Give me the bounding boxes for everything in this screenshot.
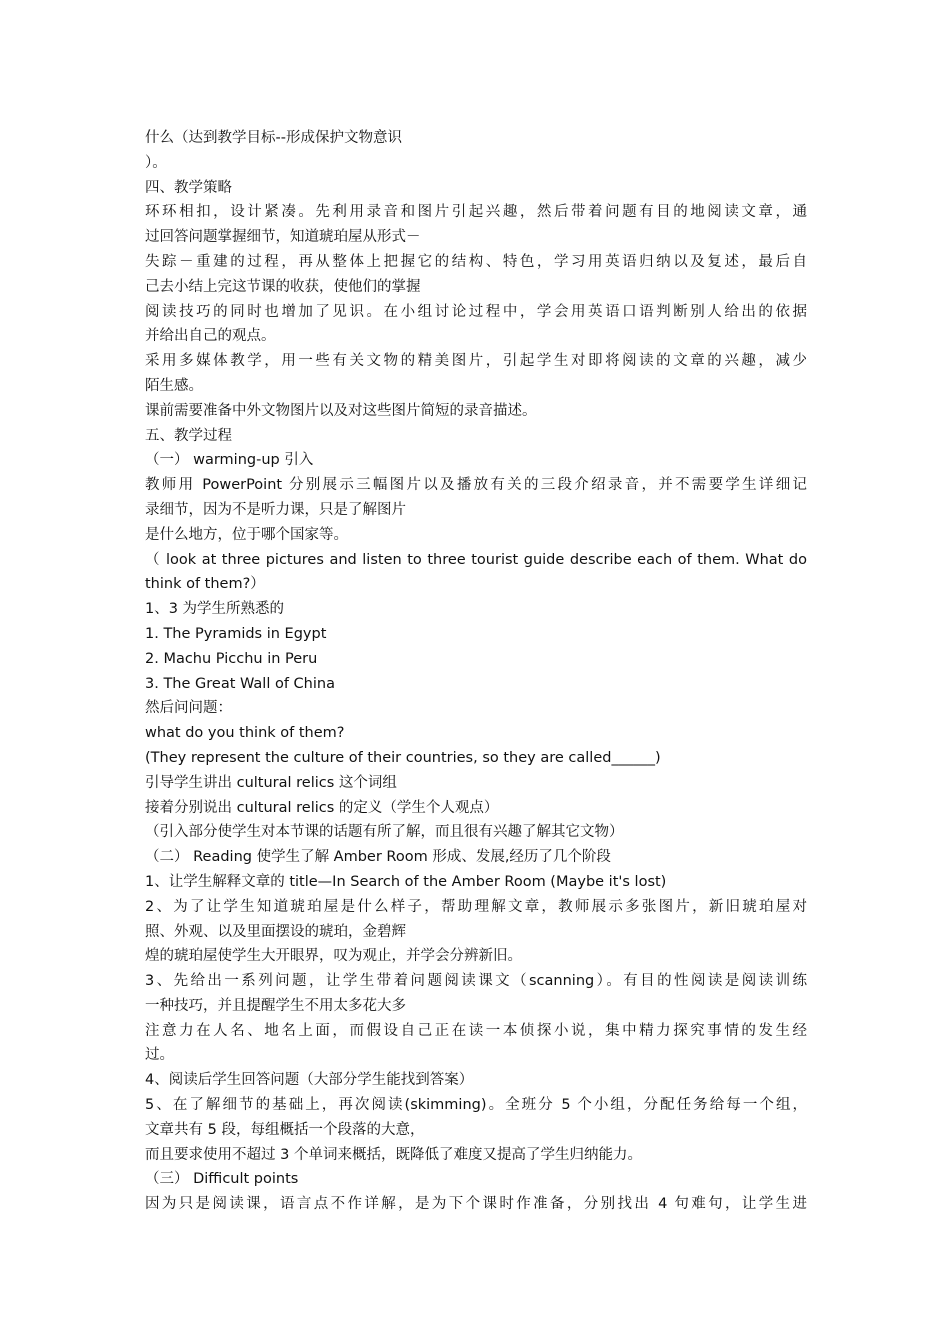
text-line: 过。 [145,1047,174,1064]
text-line: 己去小结上完这节课的收获，使他们的掌握 [145,278,421,295]
document-body [145,126,807,1217]
text-line: 3、先给出一系列问题，让学生带着问题阅读课文（scanning）。有目的性阅读是阅读训练 [145,973,807,990]
text-line: 陌生感。 [145,377,203,394]
text-line: （ look at three pictures and listen to three tourist guide describe each of them. What do [145,551,807,568]
text-line: 1. The Pyramids in Egypt [145,625,327,642]
text-line: 采用多媒体教学，用一些有关文物的精美图片，引起学生对即将阅读的文章的兴趣，减少 [145,353,807,370]
text-line: 失踪－重建的过程，再从整体上把握它的结构、特色，学习用英语归纳以及复述，最后自 [145,253,807,270]
text-line: 2、为了让学生知道琥珀屋是什么样子，帮助理解文章，教师展示多张图片，新旧琥珀屋对 [145,898,807,915]
text-line: 过回答问题掌握细节，知道琥珀屋从形式－ [145,229,421,246]
text-line: 四、教学策略 [145,179,232,196]
text-line: ）。 [145,154,167,171]
text-line: think of them?） [145,576,265,593]
text-line: 照、外观、以及里面摆设的琥珀，金碧辉 [145,923,406,940]
text-line: what do you think of them? [145,725,345,742]
text-line: 什么（达到教学目标--形成保护文物意识 [145,130,402,146]
text-line: 是什么地方，位于哪个国家等。 [145,526,348,543]
text-line: 录细节，因为不是听力课，只是了解图片 [145,501,406,518]
text-line: 阅读技巧的同时也增加了见识。在小组讨论过程中，学会用英语口语判断别人给出的依据 [145,303,807,320]
text-line: 五、教学过程 [145,427,232,444]
text-line: 4、阅读后学生回答问题（大部分学生能找到答案） [145,1072,474,1089]
text-line: 因为只是阅读课，语言点不作详解，是为下个课时作准备，分别找出 4 句难句，让学生进 [145,1196,807,1213]
text-line: (They represent the culture of their countries, so they are called______) [145,749,661,766]
text-line: 2. Machu Picchu in Peru [145,650,318,667]
text-line: 煌的琥珀屋使学生大开眼界，叹为观止，并学会分辨新旧。 [145,948,522,965]
text-line: 引导学生讲出 cultural relics 这个词组 [145,774,397,791]
text-line: 1、3 为学生所熟悉的 [145,601,285,618]
text-line: 环环相扣，设计紧凑。先利用录音和图片引起兴趣，然后带着问题有目的地阅读文章，通 [145,204,807,221]
text-line: 一种技巧，并且提醒学生不用太多花大多 [145,997,406,1014]
text-line: 注意力在人名、地名上面，而假设自己正在读一本侦探小说，集中精力探究事情的发生经 [145,1022,807,1039]
text-line: 并给出自己的观点。 [145,328,276,345]
text-line: （二） Reading 使学生了解 Amber Room 形成、发展,经历了几个阶段 [145,849,611,866]
text-line: （三） Difficult points [145,1171,299,1188]
text-line: 而且要求使用不超过 3 个单词来概括，既降低了难度又提高了学生归纳能力。 [145,1146,642,1163]
text-line: 3. The Great Wall of China [145,675,335,692]
text-line: 教师用 PowerPoint 分别展示三幅图片以及播放有关的三段介绍录音，并不需要学生详细记 [145,477,807,494]
text-line: 5、在了解细节的基础上，再次阅读(skimming)。全班分 5 个小组，分配任务给每一个组， [145,1097,807,1114]
text-line: 接着分别说出 cultural relics 的定义（学生个人观点） [145,799,499,816]
text-line: 1、让学生解释文章的 title—In Search of the Amber Room (Maybe it's lost) [145,873,667,890]
text-line: 然后问问题： [145,700,232,717]
text-line: 文章共有 5 段，每组概括一个段落的大意， [145,1121,425,1138]
text-line: （引入部分使学生对本节课的话题有所了解，而且很有兴趣了解其它文物） [145,824,624,841]
text-line: （一） warming-up 引入 [145,452,314,469]
text-line: 课前需要准备中外文物图片以及对这些图片简短的录音描述。 [145,402,537,419]
